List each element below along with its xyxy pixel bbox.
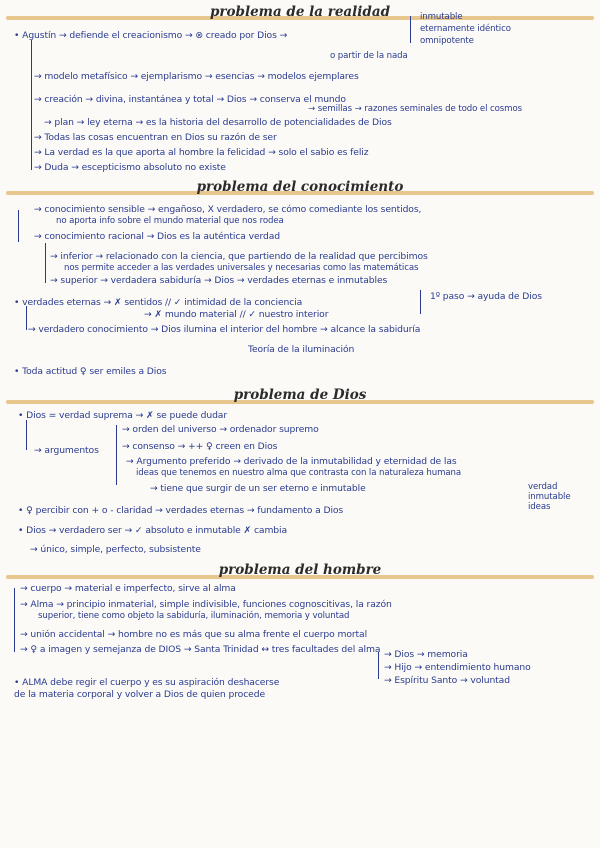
hombre-branch-main — [14, 588, 15, 652]
section-title-hombre: problema del hombre — [218, 562, 382, 578]
hombre-branch-trinidad — [378, 652, 379, 679]
realidad-line-2: o partir de la nada — [330, 51, 408, 61]
section-title-dios: problema de Dios — [233, 387, 367, 403]
section-title-realidad: problema de la realidad — [209, 4, 391, 20]
conocimiento-line-7: • verdades eternas → ✗ sentidos // ✓ intimidad de la conciencia — [14, 297, 303, 308]
hombre-line-4: → unión accidental → hombre no es más que su alma frente el cuerpo mortal — [20, 629, 368, 640]
conocimiento-line-2: no aporta info sobre el mundo material que nos rodea — [56, 216, 284, 226]
conocimiento-line-1: → conocimiento sensible → engañoso, X verdadero, se cómo comediante los sentidos, — [34, 204, 422, 215]
dios-branch-args — [116, 425, 117, 485]
realidad-line-12: → Duda → escepticismo absoluto no existe — [34, 162, 226, 173]
conocimiento-branch-verdadero — [26, 306, 27, 330]
hombre-line-1: → cuerpo → material e imperfecto, sirve al alma — [20, 583, 236, 594]
conocimiento-branch-verdades — [420, 290, 421, 314]
hombre-line-10: de la materia corporal y volver a Dios de quien procede — [14, 689, 265, 700]
realidad-line-7: → creación → divina, instantánea y total → Dios → conserva el mundo — [34, 94, 346, 105]
dios-branch-main — [26, 420, 27, 450]
hombre-line-8: → Espíritu Santo → voluntad — [384, 675, 510, 686]
conocimiento-line-12: • Toda actitud ♀ ser emiles a Dios — [14, 366, 167, 377]
dios-line-11: • ♀ percibir con + o - claridad → verdades eternas → fundamento a Dios — [18, 505, 344, 516]
conocimiento-line-9: 1º paso → ayuda de Dios — [430, 291, 542, 302]
hombre-line-9: • ALMA debe regir el cuerpo y es su aspiración deshacerse — [14, 677, 280, 688]
conocimiento-line-5: nos permite acceder a las verdades universales y necesarias como las matemáticas — [64, 263, 419, 273]
realidad-line-3: inmutable — [420, 12, 463, 22]
dios-line-2: → orden del universo → ordenador supremo — [122, 424, 319, 435]
conocimiento-line-11: Teoría de la iluminación — [248, 344, 355, 355]
dios-line-12: • Dios → verdadero ser → ✓ absoluto e inmutable ✗ cambia — [18, 525, 288, 536]
hombre-line-7: → Hijo → entendimiento humano — [384, 662, 531, 673]
conocimiento-branch-inner — [45, 243, 46, 283]
realidad-branch-left — [31, 40, 32, 170]
realidad-line-11: → La verdad es la que aporta al hombre la felicidad → solo el sabio es feliz — [34, 147, 369, 158]
conocimiento-line-3: → conocimiento racional → Dios es la auténtica verdad — [34, 231, 281, 242]
conocimiento-branch-main — [18, 210, 19, 242]
dios-line-7: → tiene que surgir de un ser eterno e inmutable — [150, 483, 366, 494]
realidad-line-4: eternamente idéntico — [420, 24, 511, 34]
conocimiento-line-6: → superior → verdadera sabiduría → Dios → verdades eternas e inmutables — [50, 275, 388, 286]
dios-line-10: ideas — [528, 502, 551, 512]
dios-line-6: ideas que tenemos en nuestro alma que contrasta con la naturaleza humana — [136, 468, 462, 478]
hombre-line-2: → Alma → principio inmaterial, simple indivisible, funciones cognoscitivas, la razón — [20, 599, 392, 610]
realidad-line-8: → semillas → razones seminales de todo el cosmos — [308, 104, 522, 114]
dios-line-13: → único, simple, perfecto, subsistente — [30, 544, 201, 555]
dios-line-8: verdad — [528, 482, 558, 492]
realidad-line-6: → modelo metafísico → ejemplarismo → esencias → modelos ejemplares — [34, 71, 359, 82]
realidad-line-5: omnipotente — [420, 36, 474, 46]
hombre-line-3: superior, tiene como objeto la sabiduría, iluminación, memoria y voluntad — [38, 611, 350, 621]
realidad-line-9: → plan → ley eterna → es la historia del desarrollo de potencialidades de Dios — [44, 117, 392, 128]
dios-line-5: → Argumento preferido → derivado de la inmutabilidad y eternidad de las — [126, 456, 457, 467]
dios-line-1: • Dios = verdad suprema → ✗ se puede dudar — [18, 410, 228, 421]
dios-line-3: → consenso → ++ ♀ creen en Dios — [122, 441, 278, 452]
hombre-line-5: → ♀ a imagen y semejanza de DIOS → Santa Trinidad ↔ tres facultades del alma — [20, 644, 381, 655]
conocimiento-line-10: → verdadero conocimiento → Dios ilumina el interior del hombre → alcance la sabiduría — [28, 324, 421, 335]
dios-line-9: inmutable — [528, 492, 571, 502]
section-title-conocimiento: problema del conocimiento — [196, 179, 404, 195]
realidad-line-1: • Agustín → defiende el creacionismo → ⊗ creado por Dios → — [14, 30, 288, 41]
hombre-line-6: → Dios → memoria — [384, 649, 468, 660]
realidad-branch-right — [410, 16, 411, 43]
conocimiento-line-8: → ✗ mundo material // ✓ nuestro interior — [144, 309, 329, 320]
dios-line-4: → argumentos — [34, 445, 99, 456]
conocimiento-line-4: → inferior → relacionado con la ciencia, que partiendo de la realidad que percibimos — [50, 251, 428, 262]
realidad-line-10: → Todas las cosas encuentran en Dios su razón de ser — [34, 132, 277, 143]
